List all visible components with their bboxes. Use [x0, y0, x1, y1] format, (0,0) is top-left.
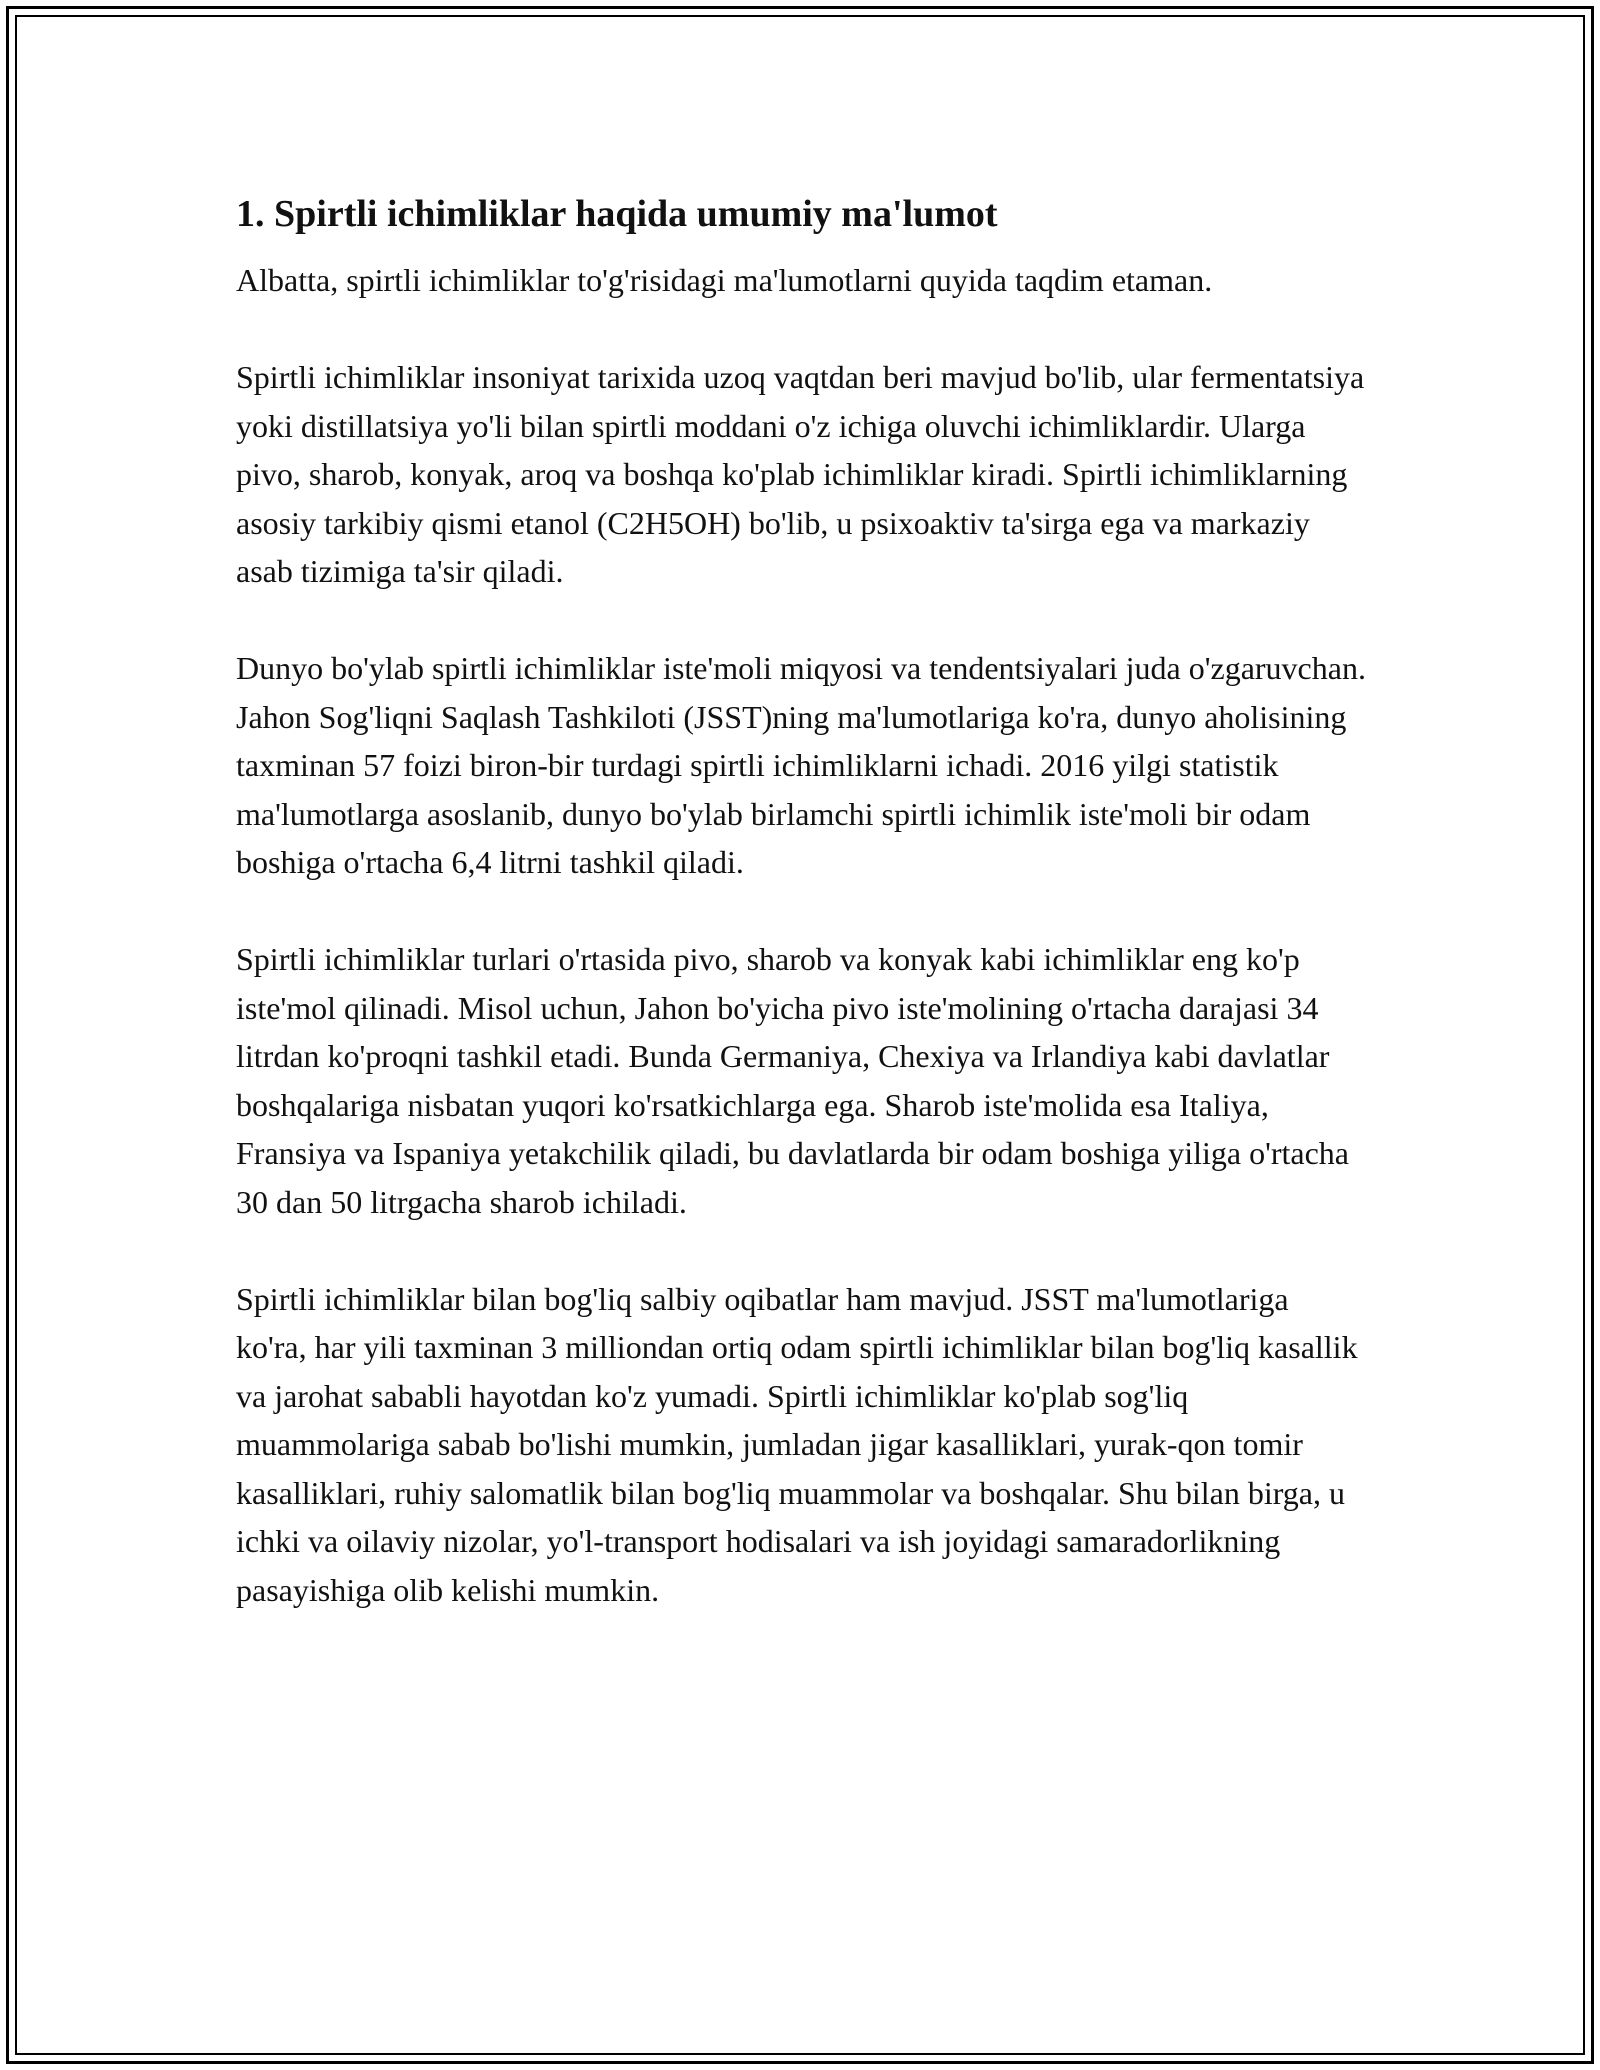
document-body [236, 186, 1366, 1614]
paragraph-types: Spirtli ichimliklar turlari o'rtasida pivo, sharob va konyak kabi ichimliklar eng ko'p iste'mol qilinadi. Misol uchun, Jahon bo'yicha pivo iste'molining o'rtacha darajasi 34 litrdan ko'proqni tashkil etadi. Bunda Germaniya, Chexiya va Irlandiya kabi davlatlar boshqalariga nisbatan yuqori ko'rsatkichlarga ega. Sharob iste'molida esa Italiya, Fransiya va Ispaniya yetakchilik qiladi, bu davlatlarda bir odam boshiga yiliga o'rtacha 30 dan 50 litrgacha sharob ichiladi. [236, 941, 1349, 1220]
paragraph-intro: Albatta, spirtli ichimliklar to'g'risidagi ma'lumotlarni quyida taqdim etaman. [236, 262, 1213, 298]
paragraph-consumption: Dunyo bo'ylab spirtli ichimliklar iste'moli miqyosi va tendentsiyalari juda o'zgaruvchan. Jahon Sog'liqni Saqlash Tashkiloti (JSST)ning ma'lumotlariga ko'ra, dunyo aholisining taxminan 57 foizi biron-bir turdagi spirtli ichimliklarni ichadi. 2016 yilgi statistik ma'lumotlarga asoslanib, dunyo bo'ylab birlamchi spirtli ichimlik iste'moli bir odam boshiga o'rtacha 6,4 litrni tashkil qiladi. [236, 650, 1366, 880]
paragraph-consequences: Spirtli ichimliklar bilan bog'liq salbiy oqibatlar ham mavjud. JSST ma'lumotlariga ko'ra, har yili taxminan 3 milliondan ortiq odam spirtli ichimliklar bilan bog'liq kasallik va jarohat sababli hayotdan ko'z yumadi. Spirtli ichimliklar ko'plab sog'liq muammolariga sabab bo'lishi mumkin, jumladan jigar kasalliklari, yurak-qon tomir kasalliklari, ruhiy salomatlik bilan bog'liq muammolar va boshqalar. Shu bilan birga, u ichki va oilaviy nizolar, yo'l-transport hodisalari va ish joyidagi samaradorlikning pasayishiga olib kelishi mumkin. [236, 1280, 1358, 1608]
section-heading: 1. Spirtli ichimliklar haqida umumiy ma'lumot [236, 193, 998, 235]
paragraph-definition: Spirtli ichimliklar insoniyat tarixida uzoq vaqtdan beri mavjud bo'lib, ular fermentatsiya yoki distillatsiya yo'li bilan spirtli moddani o'z ichiga oluvchi ichimliklardir. Ularga pivo, sharob, konyak, aroq va boshqa ko'plab ichimliklar kiradi. Spirtli ichimliklarning asosiy tarkibiy qismi etanol (C2H5OH) bo'lib, u psixoaktiv ta'sirga ega va markaziy asab tizimiga ta'sir qiladi. [236, 359, 1365, 589]
